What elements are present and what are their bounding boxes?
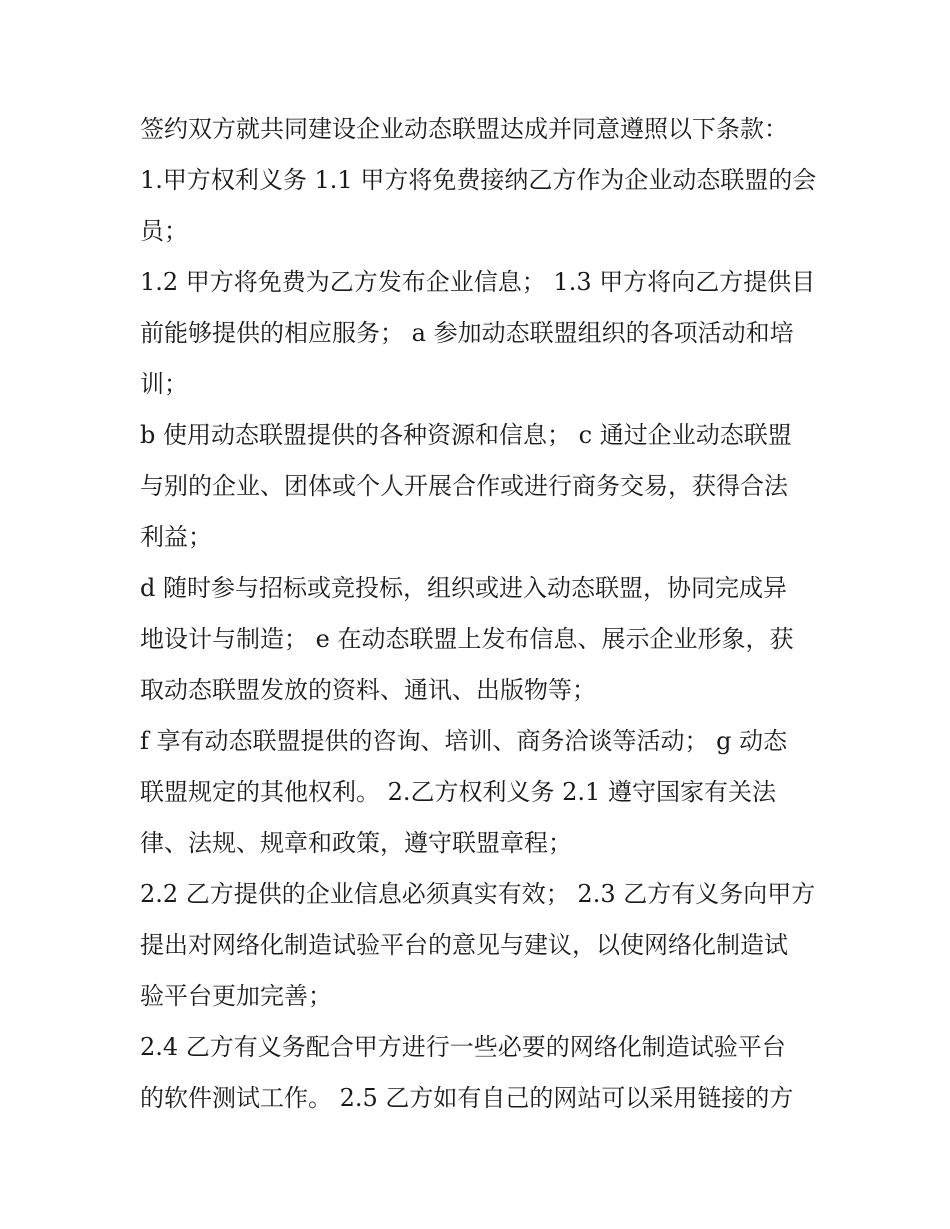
text-line: 利益； <box>140 523 212 551</box>
text-line: 2.2 乙方提供的企业信息必须真实有效； 2.3 乙方有义务向甲方 <box>140 880 816 908</box>
text-line: f 享有动态联盟提供的咨询、培训、商务洽谈等活动； g 动态 <box>140 727 788 755</box>
document-body <box>140 104 820 1124</box>
text-line: 签约双方就共同建设企业动态联盟达成并同意遵照以下条款： <box>140 115 788 143</box>
text-line: 验平台更加完善； <box>140 982 332 1010</box>
text-line: 取动态联盟发放的资料、通讯、出版物等； <box>140 676 596 704</box>
text-line: 律、法规、规章和政策，遵守联盟章程； <box>140 829 572 857</box>
text-line: 2.4 乙方有义务配合甲方进行一些必要的网络化制造试验平台 <box>140 1033 786 1061</box>
text-line: 员； <box>140 217 188 245</box>
text-line: 的软件测试工作。 2.5 乙方如有自己的网站可以采用链接的方 <box>140 1084 794 1112</box>
text-line: 训； <box>140 370 188 398</box>
text-line: b 使用动态联盟提供的各种资源和信息； c 通过企业动态联盟 <box>140 421 792 449</box>
text-line: 1.2 甲方将免费为乙方发布企业信息； 1.3 甲方将向乙方提供目 <box>140 268 816 296</box>
text-line: 前能够提供的相应服务； a 参加动态联盟组织的各项活动和培 <box>140 319 794 347</box>
text-line: 提出对网络化制造试验平台的意见与建议，以使网络化制造试 <box>140 931 788 959</box>
text-line: d 随时参与招标或竞投标，组织或进入动态联盟，协同完成异 <box>140 574 787 602</box>
text-line: 1.甲方权利义务 1.1 甲方将免费接纳乙方作为企业动态联盟的会 <box>140 166 817 194</box>
text-line: 地设计与制造； e 在动态联盟上发布信息、展示企业形象，获 <box>140 625 794 653</box>
text-line: 联盟规定的其他权利。 2.乙方权利义务 2.1 遵守国家有关法 <box>140 778 776 806</box>
text-line: 与别的企业、团体或个人开展合作或进行商务交易，获得合法 <box>140 472 788 500</box>
